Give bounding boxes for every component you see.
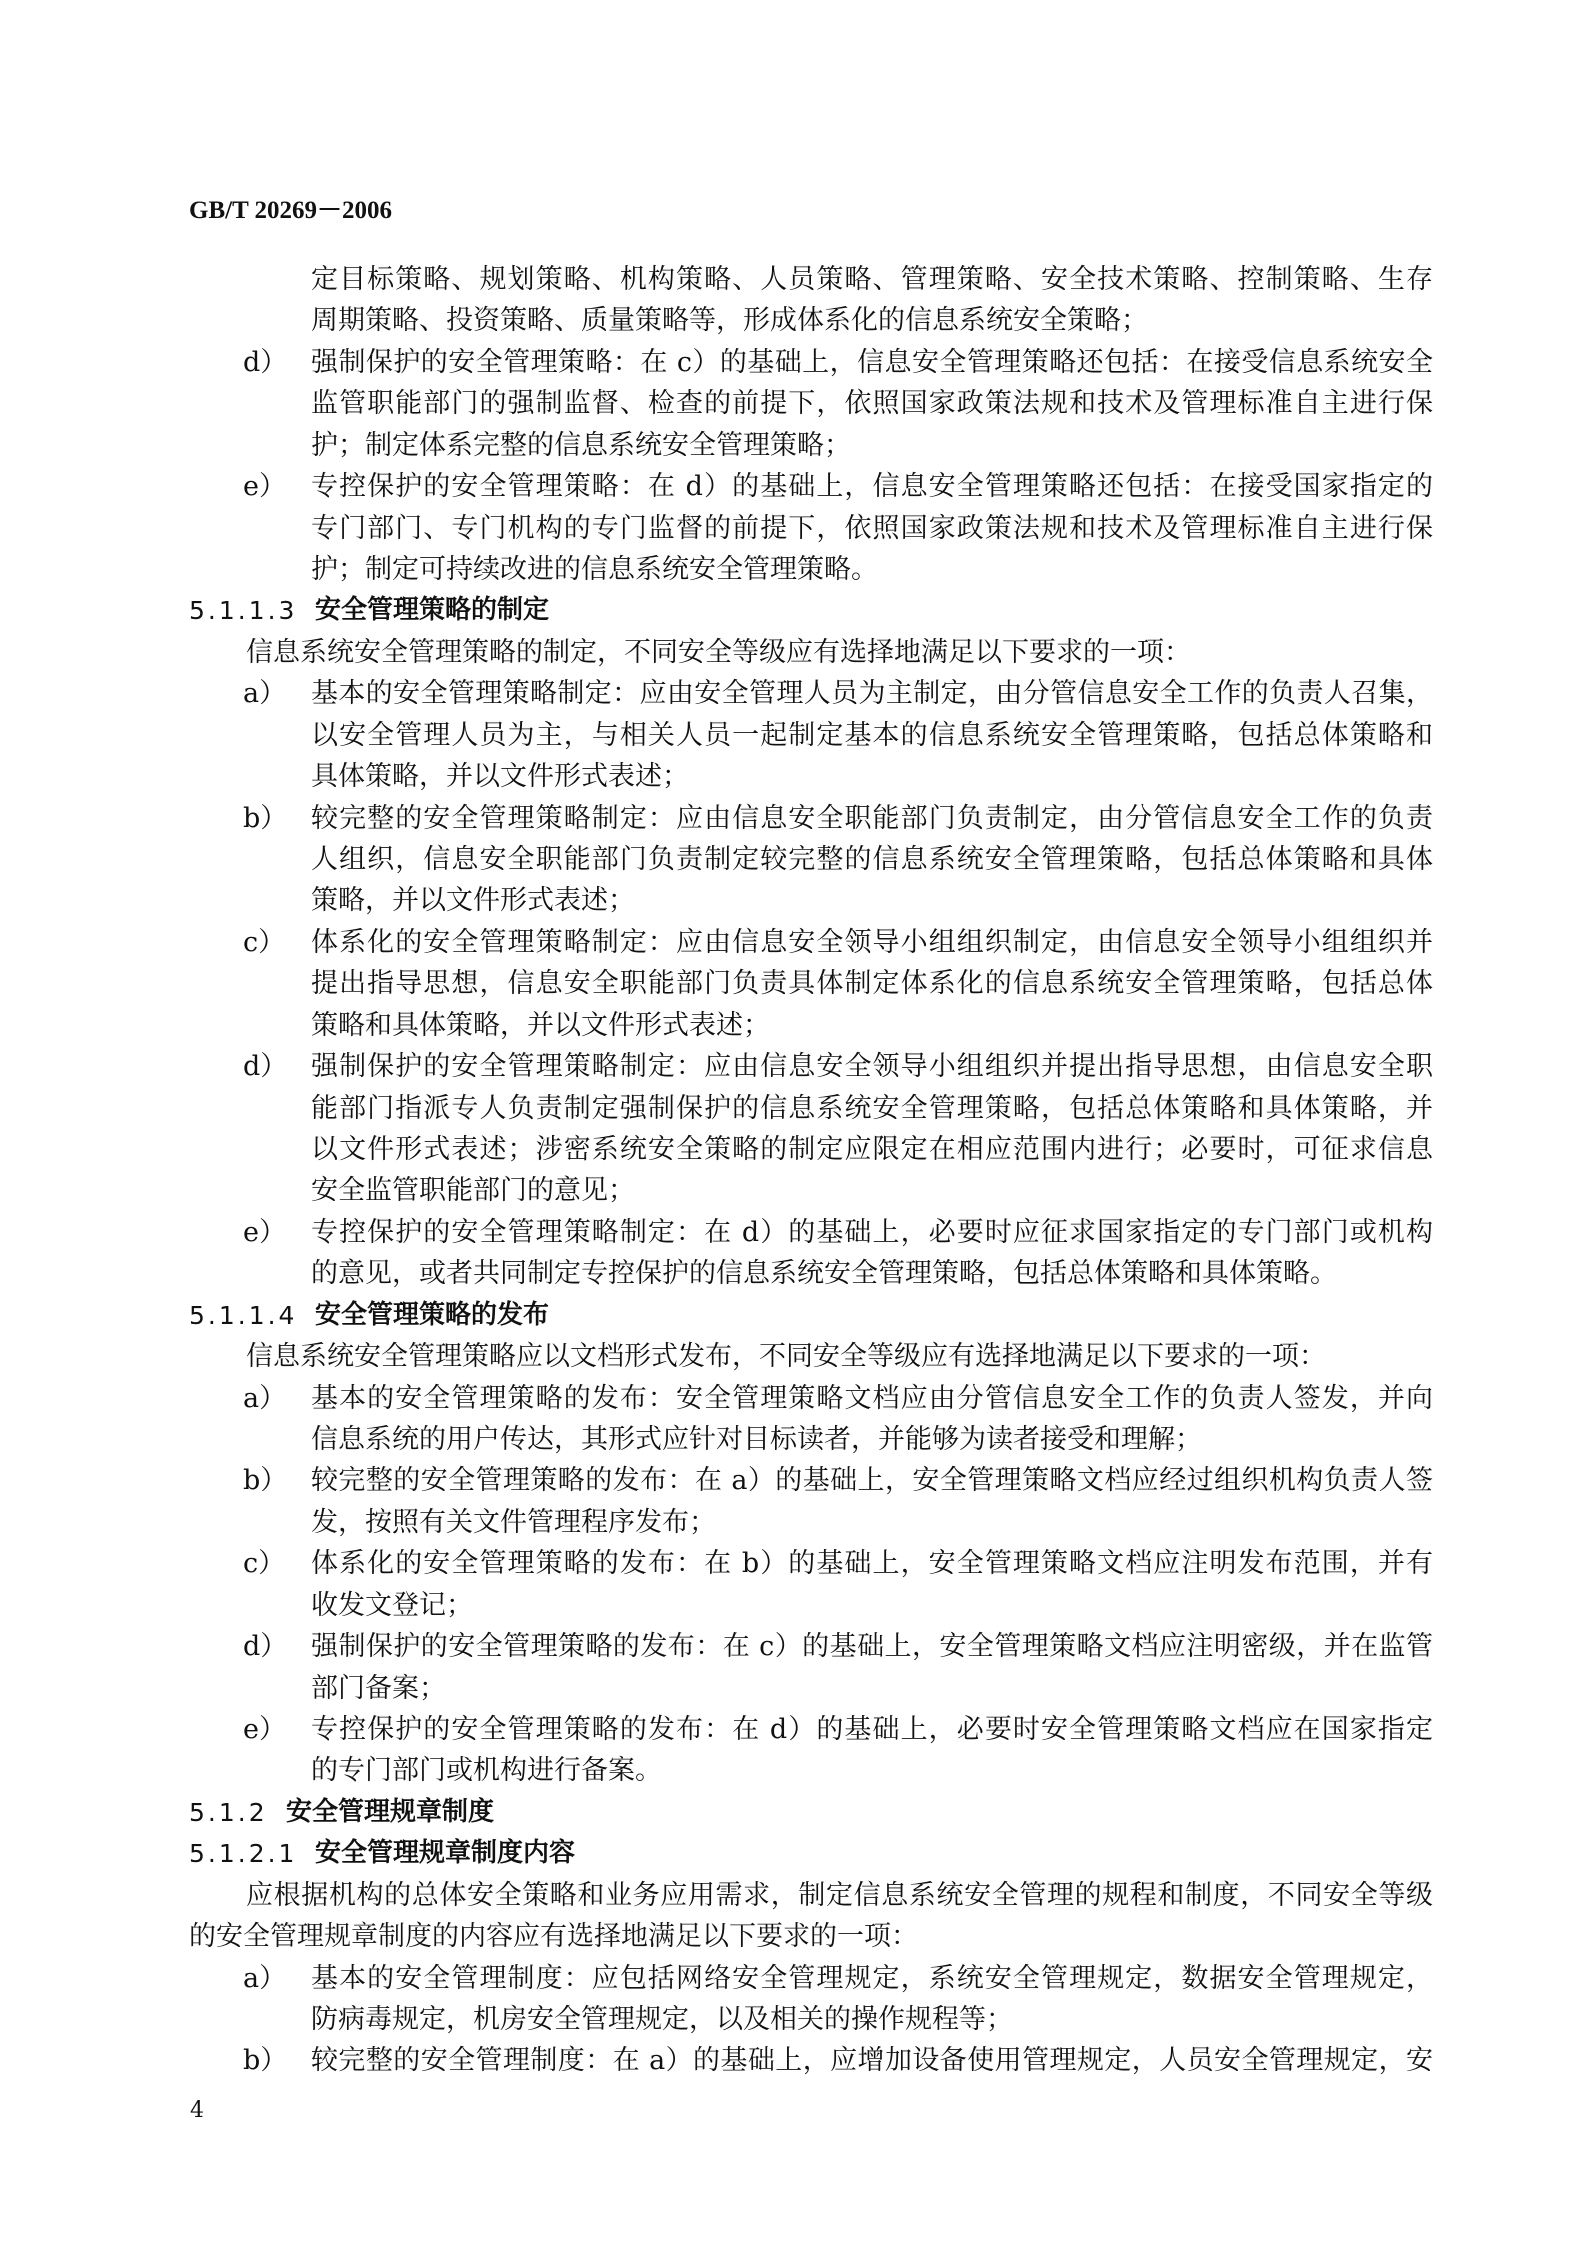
- list-item-continuation: 专门部门、专门机构的专门监督的前提下，依照国家政策法规和技术及管理标准自主进行保: [311, 512, 1433, 544]
- list-item-text: 专控保护的安全管理策略制定：在 d）的基础上，必要时应征求国家指定的专门部门或机构: [311, 1216, 1433, 1248]
- list-item-label: d）: [243, 1051, 288, 1083]
- text-line: [0, 963, 1587, 1004]
- list-item-continuation: 定目标策略、规划策略、机构策略、人员策略、管理策略、安全技术策略、控制策略、生存: [311, 264, 1433, 295]
- section-title: 安全管理规章制度内容: [315, 1838, 576, 1869]
- paragraph-text: 应根据机构的总体安全策略和业务应用需求，制定信息系统安全管理的规程和制度，不同安全等级: [246, 1879, 1433, 1911]
- list-item-text: 体系化的安全管理策略的发布：在 b）的基础上，安全管理策略文档应注明发布范围，并有: [311, 1548, 1433, 1580]
- paragraph-text: 的安全管理规章制度的内容应有选择地满足以下要求的一项：: [189, 1921, 918, 1953]
- list-item-text: 强制保护的安全管理策略：在 c）的基础上，信息安全管理策略还包括：在接受信息系统安全: [311, 346, 1433, 378]
- text-line: [0, 1253, 1587, 1294]
- list-item-text: 较完整的安全管理制度：在 a）的基础上，应增加设备使用管理规定，人员安全管理规定，安: [311, 2045, 1433, 2077]
- list-item-text: 强制保护的安全管理策略制定：应由信息安全领导小组组织并提出指导思想，由信息安全职: [311, 1051, 1433, 1083]
- list-item-text: 较完整的安全管理策略的发布：在 a）的基础上，安全管理策略文档应经过组织机构负责人签: [311, 1465, 1433, 1497]
- list-item-continuation: 护；制定可持续改进的信息系统安全管理策略。: [311, 554, 878, 585]
- page-number: 4: [190, 2098, 204, 2123]
- section-heading: [0, 1833, 1587, 1874]
- list-item-continuation: 安全监管职能部门的意见；: [311, 1175, 635, 1207]
- list-item-text: 基本的安全管理策略的发布：安全管理策略文档应由分管信息安全工作的负责人签发，并向: [311, 1382, 1433, 1414]
- list-item-label: e）: [243, 1714, 286, 1746]
- section-number: 5.1.2: [189, 1797, 268, 1827]
- list-item-continuation: 监管职能部门的强制监督、检查的前提下，依照国家政策法规和技术及管理标准自主进行保: [311, 388, 1433, 420]
- list-item: [0, 1958, 1587, 1999]
- text-line: [0, 1088, 1587, 1129]
- section-number: 5.1.1.3: [189, 596, 298, 626]
- text-line: [0, 549, 1587, 590]
- list-item-continuation: 部门备案；: [311, 1672, 446, 1704]
- text-line: [0, 839, 1587, 880]
- list-item-continuation: 能部门指派专人负责制定强制保护的信息系统安全管理策略，包括总体策略和具体策略，并: [311, 1092, 1433, 1124]
- list-item-continuation: 周期策略、投资策略、质量策略等，形成体系化的信息系统安全策略；: [311, 305, 1148, 337]
- paragraph-line: [0, 1916, 1587, 1957]
- list-item: [0, 1626, 1587, 1667]
- list-item-label: b）: [243, 2045, 288, 2077]
- list-item-label: b）: [243, 802, 288, 834]
- list-item: [0, 1543, 1587, 1584]
- text-line: [0, 1999, 1587, 2040]
- list-item: [0, 466, 1587, 507]
- list-item-continuation: 护；制定体系完整的信息系统安全管理策略；: [311, 429, 851, 461]
- list-item-continuation: 发，按照有关文件管理程序发布；: [311, 1506, 716, 1538]
- list-item: [0, 922, 1587, 963]
- list-item-continuation: 以文件形式表述；涉密系统安全策略的制定应限定在相应范围内进行；必要时，可征求信息: [311, 1134, 1433, 1166]
- text-line: [0, 1005, 1587, 1046]
- section-heading: [0, 1295, 1587, 1336]
- section-number: 5.1.1.4: [189, 1300, 298, 1330]
- list-item-text: 基本的安全管理制度：应包括网络安全管理规定，系统安全管理规定，数据安全管理规定，: [311, 1962, 1433, 1994]
- section-title: 安全管理策略的发布: [315, 1299, 550, 1330]
- text-line: [0, 1585, 1587, 1626]
- list-item-label: a）: [243, 1382, 287, 1414]
- list-item: [0, 2040, 1587, 2081]
- text-line: [0, 300, 1587, 341]
- list-item: [0, 342, 1587, 383]
- text-line: [0, 1419, 1587, 1460]
- list-item: [0, 1378, 1587, 1419]
- text-line: [0, 259, 1587, 300]
- section-heading: [0, 1792, 1587, 1833]
- text-line: [0, 425, 1587, 466]
- list-item-continuation: 具体策略，并以文件形式表述；: [311, 761, 689, 793]
- section-title: 安全管理规章制度: [286, 1796, 495, 1827]
- list-item-text: 较完整的安全管理策略制定：应由信息安全职能部门负责制定，由分管信息安全工作的负责: [311, 802, 1433, 834]
- list-item-continuation: 收发文登记；: [311, 1589, 473, 1621]
- list-item-text: 专控保护的安全管理策略的发布：在 d）的基础上，必要时安全管理策略文档应在国家指定: [311, 1714, 1433, 1746]
- list-item-continuation: 的意见，或者共同制定专控保护的信息系统安全管理策略，包括总体策略和具体策略。: [311, 1258, 1337, 1290]
- text-line: [0, 880, 1587, 921]
- section-title: 安全管理策略的制定: [315, 595, 550, 626]
- paragraph-line: [0, 1875, 1587, 1916]
- list-item-label: a）: [243, 678, 287, 710]
- list-item-label: d）: [243, 1631, 288, 1663]
- text-line: [0, 383, 1587, 424]
- list-item-continuation: 提出指导思想，信息安全职能部门负责具体制定体系化的信息系统安全管理策略，包括总体: [311, 968, 1433, 1000]
- list-item-text: 专控保护的安全管理策略：在 d）的基础上，信息安全管理策略还包括：在接受国家指定的: [311, 471, 1433, 503]
- text-line: [0, 715, 1587, 756]
- list-item-label: a）: [243, 1962, 287, 1994]
- text-line: [0, 1668, 1587, 1709]
- list-item: [0, 673, 1587, 714]
- list-item-label: d）: [243, 346, 288, 378]
- list-item-text: 基本的安全管理策略制定：应由安全管理人员为主制定，由分管信息安全工作的负责人召集，: [311, 678, 1433, 710]
- list-item-label: e）: [243, 1216, 286, 1248]
- list-item-continuation: 以安全管理人员为主，与相关人员一起制定基本的信息系统安全管理策略，包括总体策略和: [311, 719, 1433, 751]
- list-item-continuation: 防病毒规定，机房安全管理规定，以及相关的操作规程等；: [311, 2004, 1013, 2036]
- list-item: [0, 798, 1587, 839]
- paragraph-line: [0, 1336, 1587, 1377]
- list-item-continuation: 策略和具体策略，并以文件形式表述；: [311, 1009, 770, 1041]
- text-line: [0, 756, 1587, 797]
- list-item-continuation: 的专门部门或机构进行备案。: [311, 1755, 662, 1787]
- standard-code-header: GB/T 20269－2006: [189, 197, 393, 224]
- text-line: [0, 1170, 1587, 1211]
- section-number: 5.1.2.1: [189, 1839, 298, 1869]
- list-item-label: c）: [243, 926, 286, 958]
- list-item: [0, 1046, 1587, 1087]
- list-item-continuation: 人组织，信息安全职能部门负责制定较完整的信息系统安全管理策略，包括总体策略和具体: [311, 844, 1433, 876]
- list-item: [0, 1460, 1587, 1501]
- list-item-text: 强制保护的安全管理策略的发布：在 c）的基础上，安全管理策略文档应注明密级，并在监管: [311, 1631, 1433, 1663]
- list-item-label: e）: [243, 471, 286, 503]
- list-item: [0, 1212, 1587, 1253]
- list-item-continuation: 信息系统的用户传达，其形式应针对目标读者，并能够为读者接受和理解；: [311, 1424, 1202, 1456]
- paragraph-text: 信息系统安全管理策略应以文档形式发布，不同安全等级应有选择地满足以下要求的一项：: [246, 1341, 1326, 1373]
- section-heading: [0, 590, 1587, 631]
- paragraph-line: [0, 632, 1587, 673]
- list-item-continuation: 策略，并以文件形式表述；: [311, 885, 635, 917]
- list-item-text: 体系化的安全管理策略制定：应由信息安全领导小组组织制定，由信息安全领导小组组织并: [311, 926, 1433, 958]
- list-item-label: b）: [243, 1465, 288, 1497]
- text-line: [0, 508, 1587, 549]
- list-item-label: c）: [243, 1548, 286, 1580]
- text-line: [0, 1502, 1587, 1543]
- paragraph-text: 信息系统安全管理策略的制定，不同安全等级应有选择地满足以下要求的一项：: [246, 636, 1191, 668]
- text-line: [0, 1129, 1587, 1170]
- text-line: [0, 1750, 1587, 1791]
- list-item: [0, 1709, 1587, 1750]
